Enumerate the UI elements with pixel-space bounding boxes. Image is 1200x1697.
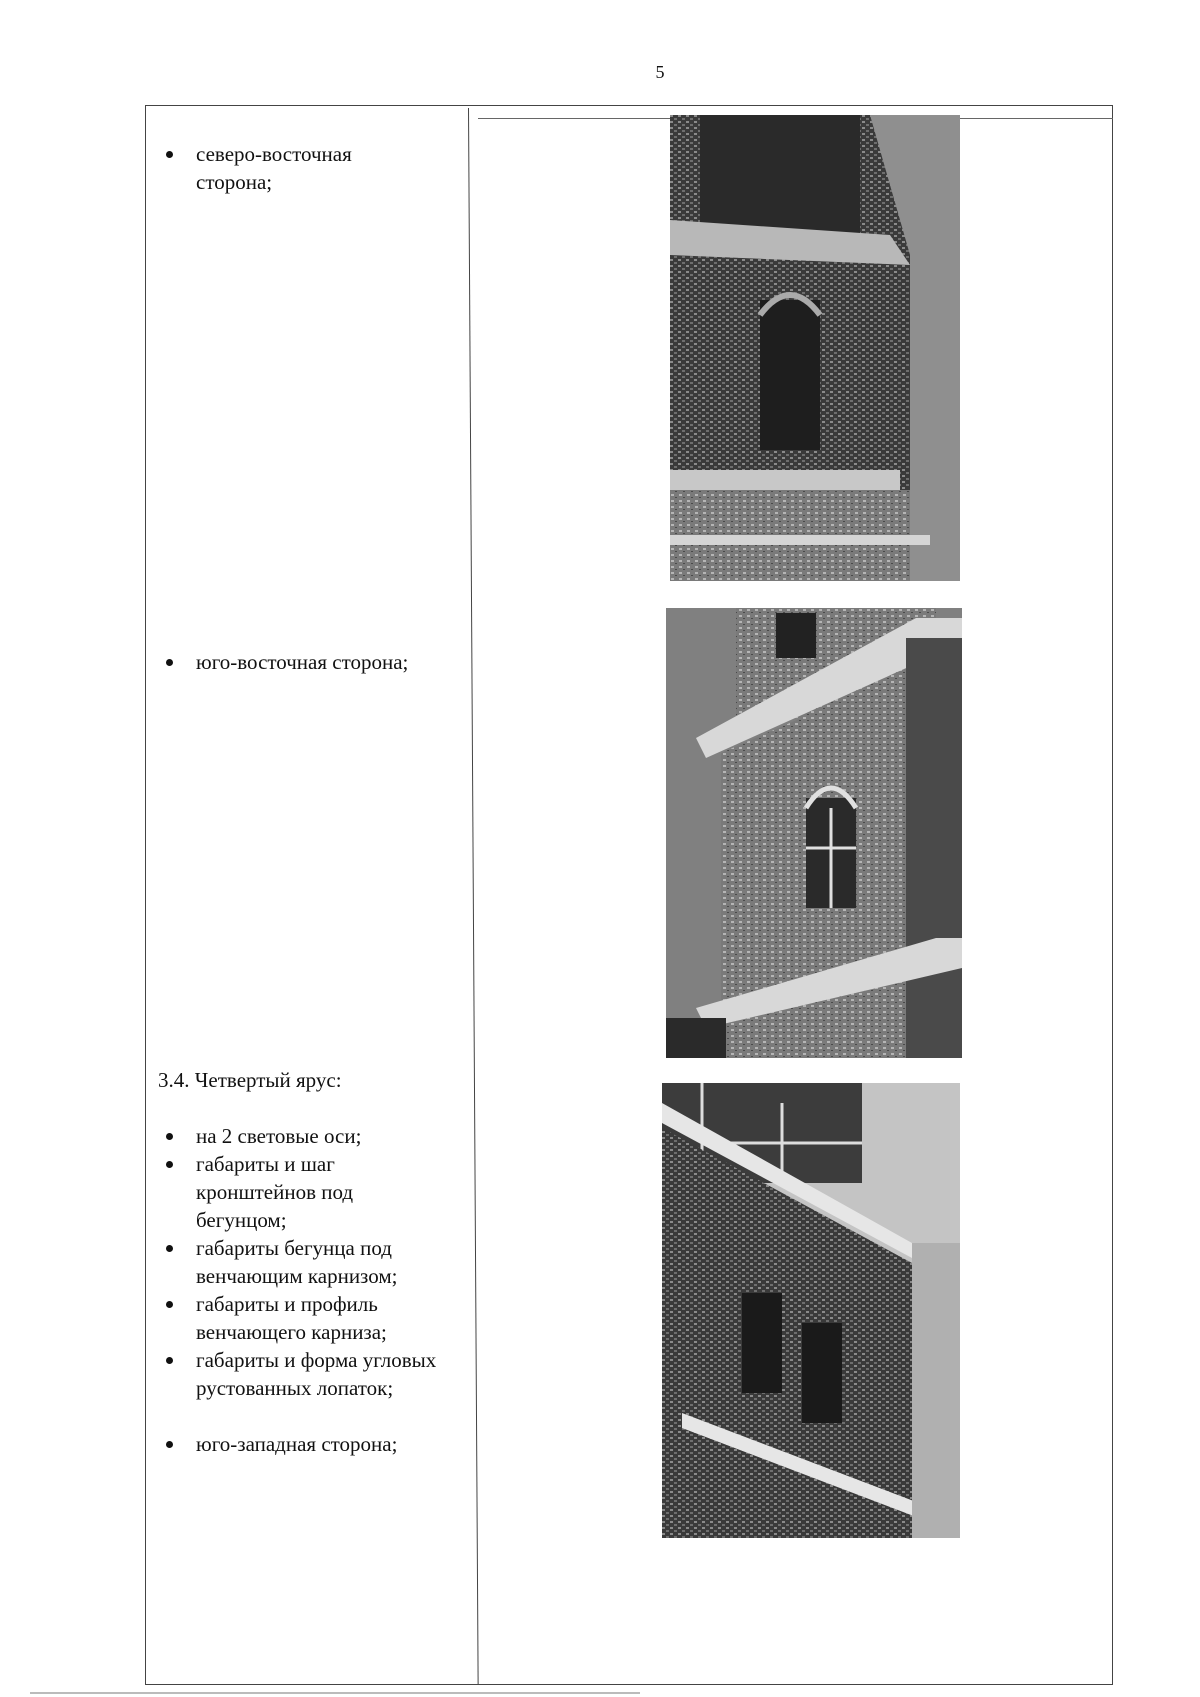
bullet-block-se — [158, 648, 458, 676]
photo-south-west — [662, 1083, 960, 1538]
scan-artifact-line — [30, 1692, 640, 1694]
list-item: габариты и профиль венчающего карниза; — [158, 1290, 438, 1346]
list-item: габариты и шаг кронштейнов под бегунцом; — [158, 1150, 438, 1234]
tower-photo-3 — [662, 1083, 960, 1538]
tower-photo-2 — [666, 608, 962, 1058]
list-item: на 2 световые оси; — [158, 1122, 438, 1150]
tower-photo-1 — [670, 115, 960, 581]
section-block — [158, 1066, 458, 1458]
list-item: габариты и форма угловых рустованных лопаток; — [158, 1346, 438, 1402]
bullet-south-west: юго-западная сторона; — [158, 1430, 458, 1458]
bullet-block-ne — [158, 140, 418, 196]
feature-list — [158, 1122, 438, 1402]
bullet-south-east: юго-восточная сторона; — [158, 648, 458, 676]
page-number: 5 — [655, 62, 665, 82]
bullet-north-east: северо-восточная сторона; — [158, 140, 418, 196]
photo-north-east — [670, 115, 960, 581]
section-heading: 3.4. Четвертый ярус: — [158, 1068, 342, 1092]
photo-south-east — [666, 608, 962, 1058]
list-item: габариты бегунца под венчающим карнизом; — [158, 1234, 438, 1290]
